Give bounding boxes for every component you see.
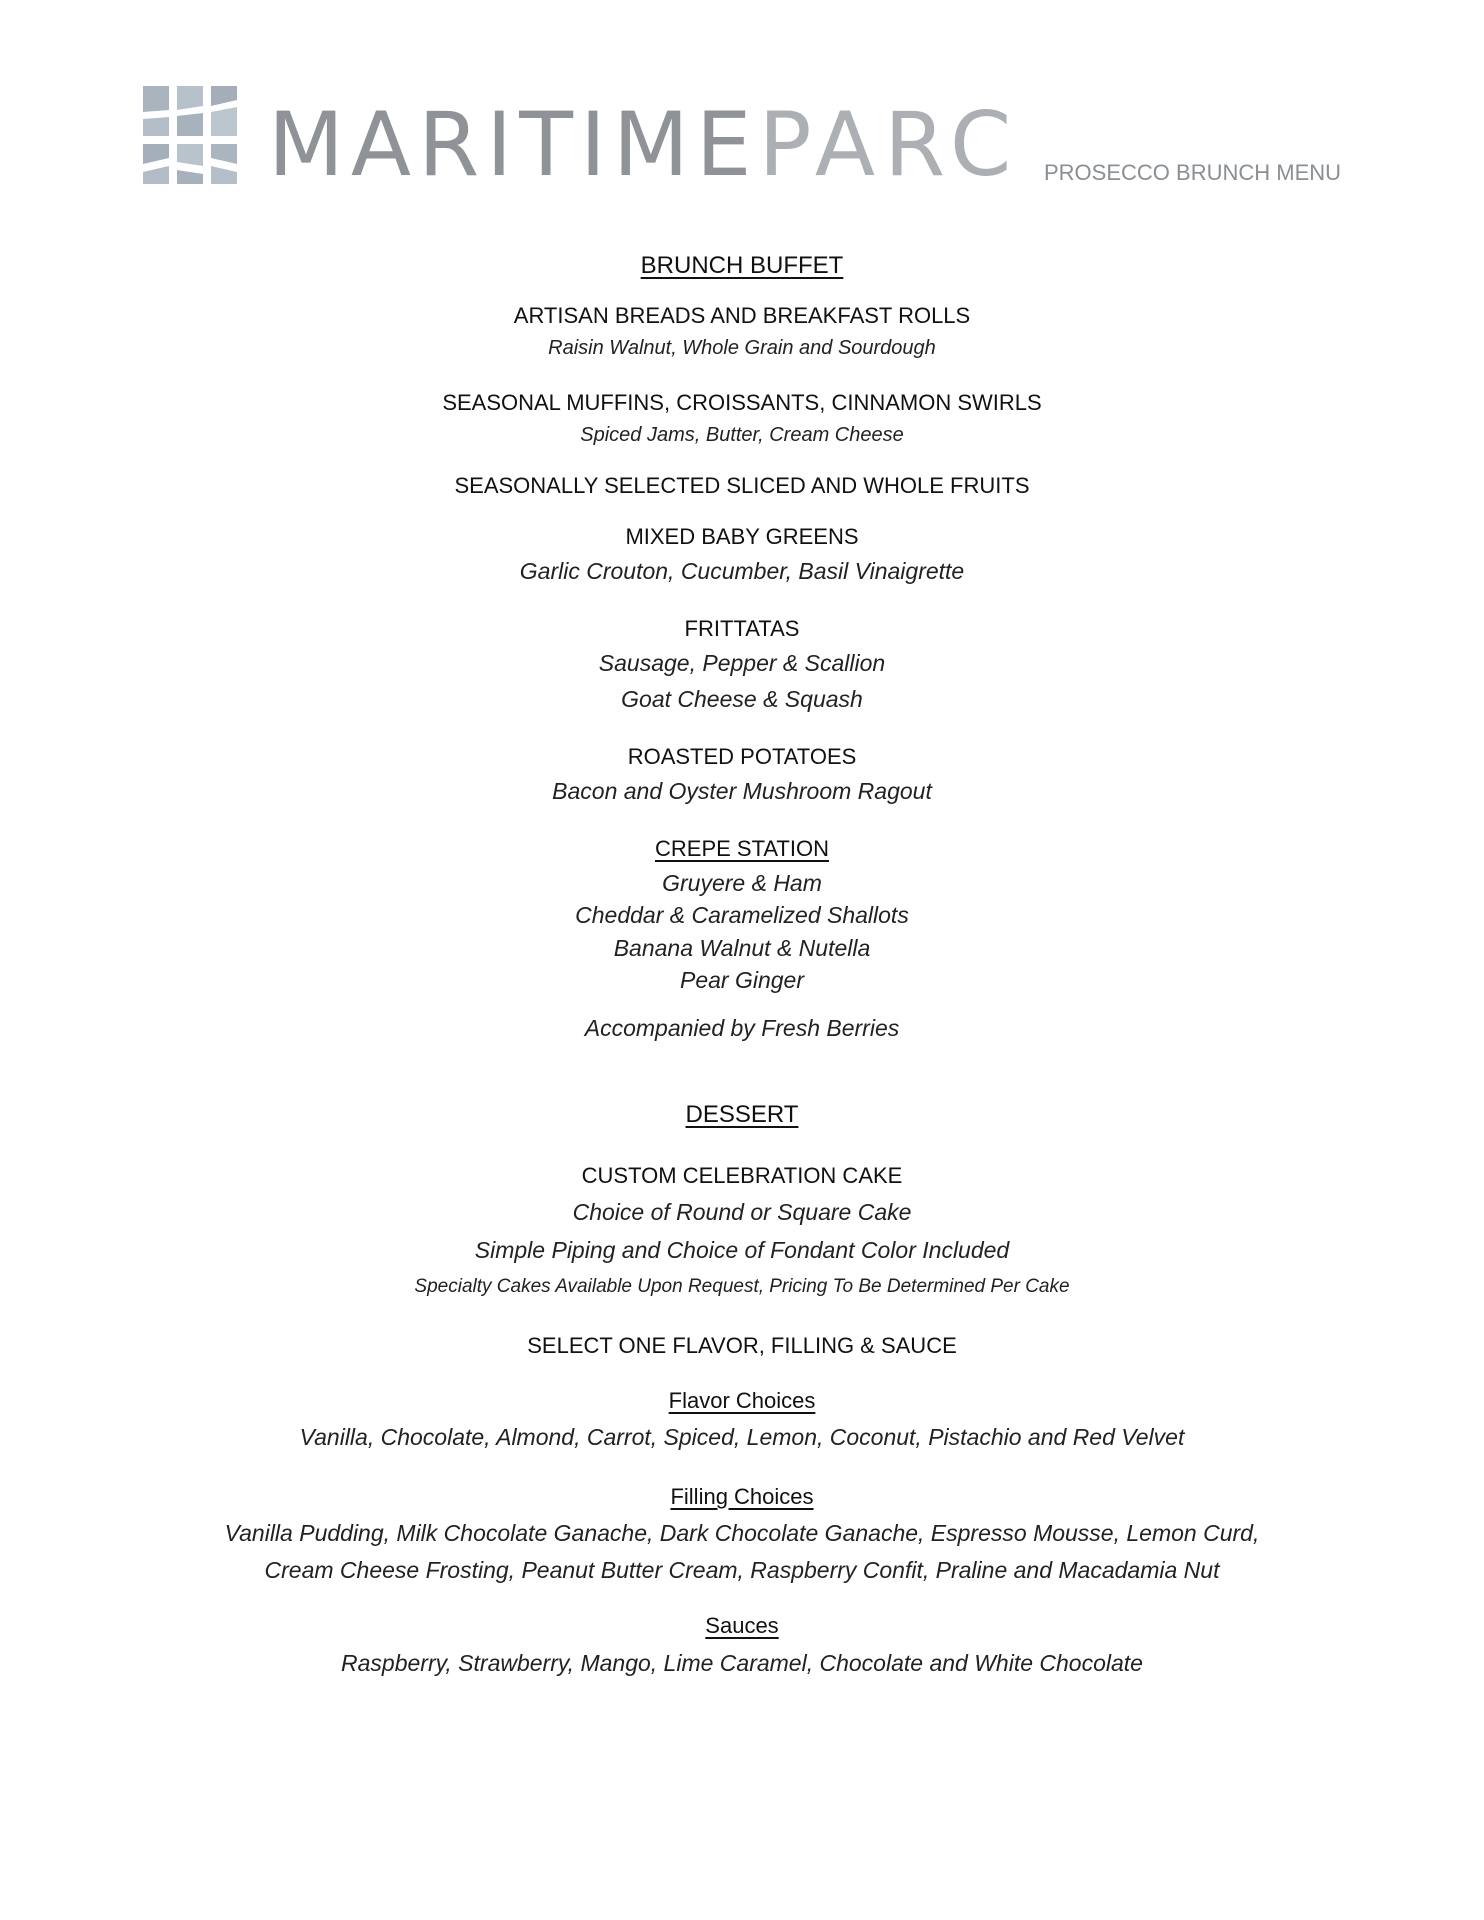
frittatas-title: FRITTATAS (684, 616, 800, 641)
crepe-item: Banana Walnut & Nutella (613, 935, 871, 961)
greens-title: MIXED BABY GREENS (625, 524, 859, 549)
maritime-parc-logo-icon (143, 86, 243, 184)
flavor-choices-title: Flavor Choices (668, 1388, 816, 1413)
crepe-item: Gruyere & Ham (662, 870, 822, 896)
dessert-heading: DESSERT (685, 1101, 799, 1128)
breads-title: ARTISAN BREADS AND BREAKFAST ROLLS (513, 303, 971, 328)
crepe-item: Pear Ginger (679, 967, 804, 993)
filling-choices-title: Filling Choices (670, 1484, 814, 1509)
menu-title: PROSECCO BRUNCH MENU (1044, 160, 1342, 185)
cake-description: Choice of Round or Square Cake (572, 1199, 912, 1225)
filling-choices-description: Cream Cheese Frosting, Peanut Butter Cream, Raspberry Confit, Praline and Macadamia Nut (264, 1557, 1220, 1583)
muffins-title: SEASONAL MUFFINS, CROISSANTS, CINNAMON SWIRLS (442, 390, 1042, 415)
fruits-title: SEASONALLY SELECTED SLICED AND WHOLE FRUITS (454, 473, 1030, 498)
brand-name-part1: MARITIME (268, 93, 759, 196)
frittatas-item: Goat Cheese & Squash (621, 686, 863, 712)
potatoes-title: ROASTED POTATOES (627, 744, 857, 769)
frittatas-item: Sausage, Pepper & Scallion (598, 650, 886, 676)
select-title: SELECT ONE FLAVOR, FILLING & SAUCE (527, 1333, 957, 1358)
crepe-station-title: CREPE STATION (655, 836, 829, 861)
muffins-description: Spiced Jams, Butter, Cream Cheese (580, 424, 904, 446)
crepe-note: Accompanied by Fresh Berries (584, 1015, 900, 1041)
sauces-title: Sauces (705, 1613, 779, 1638)
cake-note: Specialty Cakes Available Upon Request, Pricing To Be Determined Per Cake (414, 1276, 1070, 1297)
breads-description: Raisin Walnut, Whole Grain and Sourdough (548, 337, 936, 359)
cake-description: Simple Piping and Choice of Fondant Color Included (474, 1237, 1010, 1263)
brand-wordmark (268, 93, 1021, 196)
brand-name-part2: PARC (758, 93, 1021, 196)
flavor-choices-description: Vanilla, Chocolate, Almond, Carrot, Spiced, Lemon, Coconut, Pistachio and Red Velvet (299, 1424, 1185, 1450)
potatoes-description: Bacon and Oyster Mushroom Ragout (552, 778, 932, 804)
sauces-description: Raspberry, Strawberry, Mango, Lime Caramel, Chocolate and White Chocolate (341, 1650, 1143, 1676)
header (0, 0, 1484, 200)
cake-title: CUSTOM CELEBRATION CAKE (581, 1163, 903, 1188)
filling-choices-description: Vanilla Pudding, Milk Chocolate Ganache, Dark Chocolate Ganache, Espresso Mousse, Lemon Curd, (224, 1520, 1260, 1546)
brunch-buffet-heading: BRUNCH BUFFET (640, 252, 844, 279)
greens-description: Garlic Crouton, Cucumber, Basil Vinaigrette (519, 558, 965, 584)
crepe-item: Cheddar & Caramelized Shallots (575, 902, 909, 928)
